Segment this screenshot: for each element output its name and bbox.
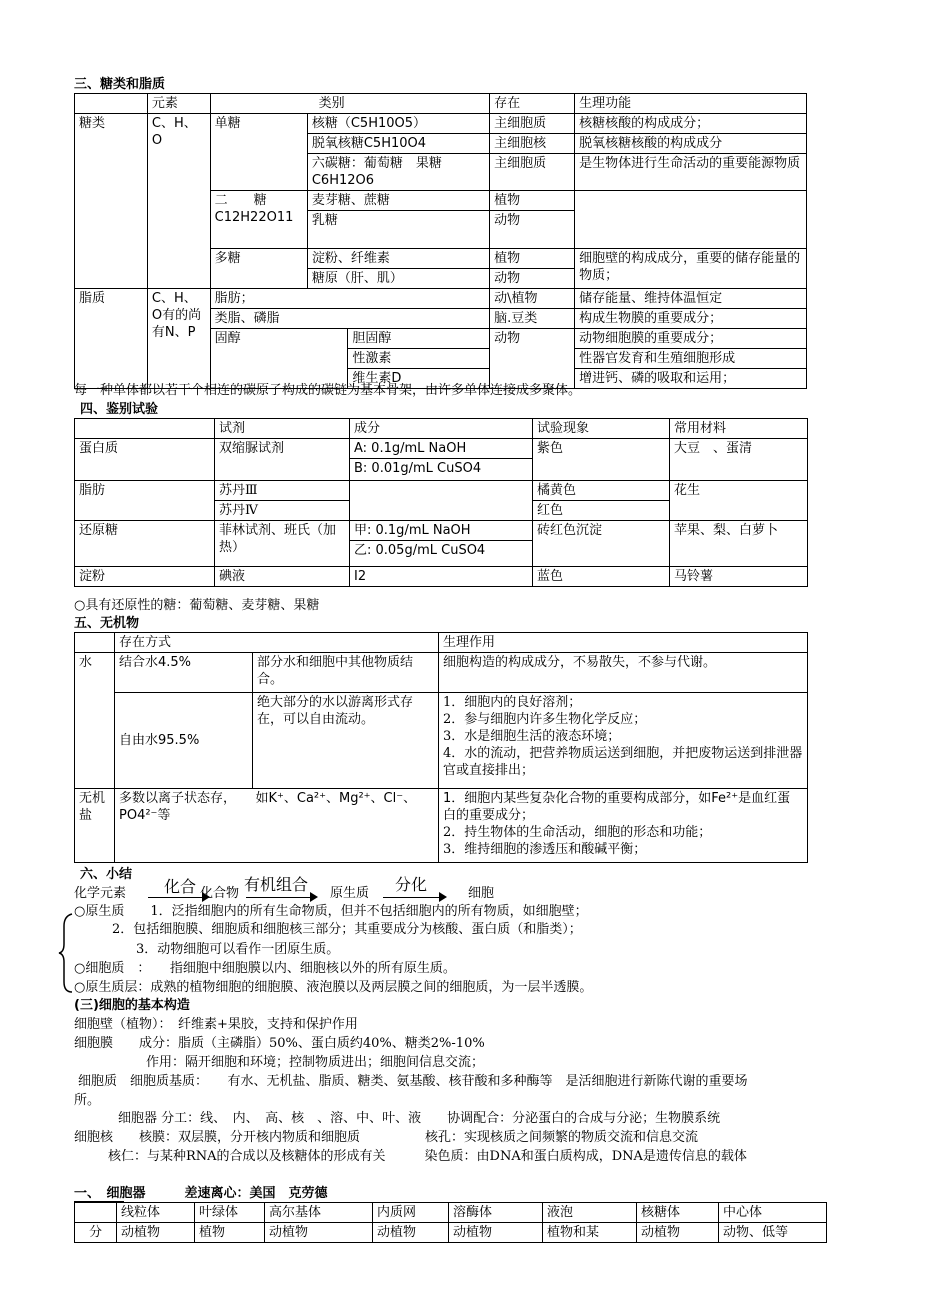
table-cell: 主细胞质 [490, 154, 575, 191]
table-cell: 试验现象 [533, 419, 670, 439]
table-cell: 线粒体 [117, 1203, 195, 1223]
flow-arrow-3 [383, 897, 441, 898]
flow-element: 化学元素 [74, 886, 127, 901]
protoplasm-layer-line: ○原生质层：成熟的植物细胞的细胞膜、液泡膜以及两层膜之间的细胞质，为一层半透膜。 [74, 980, 593, 995]
table-cell: 常用材料 [670, 419, 808, 439]
table-cell: A: 0.1g/mL NaOH [350, 439, 533, 459]
table-cell: 主细胞质 [490, 114, 575, 134]
table-cell: 结合水4.5% [115, 653, 253, 693]
table-cell: 性激素 [348, 349, 490, 369]
table-cell: 细胞构造的构成成分，不易散失，不参与代谢。 [439, 653, 808, 693]
table-cell: 双缩脲试剂 [215, 439, 350, 481]
table-cell: C、H、O有的尚有N、P [147, 289, 210, 389]
cell-wall-line: 细胞壁（植物）： 纤维素+果胶，支持和保护作用 [74, 1017, 358, 1032]
flow-label-organic: 有机组合 [244, 875, 309, 894]
cell-line: 2．持生物体的生命活动，细胞的形态和功能； [443, 825, 712, 840]
cell-membrane-line: 细胞膜 成分：脂质（主磷脂）50%、蛋白质约40%、糖类2%-10% [74, 1036, 485, 1051]
table-cell: 甲: 0.1g/mL NaOH [350, 521, 533, 541]
cell-line: 1．细胞内某些复杂化合物的重要构成部分，如Fe²⁺是血红蛋白的重要成分； [443, 791, 791, 823]
table-cell: 成分 [350, 419, 533, 439]
cell-line: 1．细胞内的良好溶剂； [443, 695, 582, 710]
section-3-title: 三、糖类和脂质 [74, 77, 166, 92]
table-cell: 马铃薯 [670, 567, 808, 587]
table-cell: 中心体 [719, 1203, 827, 1223]
table-cell: 动植物 [637, 1223, 719, 1243]
table-cell: 生理作用 [439, 633, 808, 653]
table-cell: 苏丹Ⅳ [215, 501, 350, 521]
cytoplasm-matrix-line-cont: 所。 [74, 1093, 101, 1108]
table-cell: 淀粉 [75, 567, 215, 587]
table-cell: 液泡 [543, 1203, 637, 1223]
cell-line: 3．维持细胞的渗透压和酸碱平衡； [443, 842, 647, 857]
flow-arrowhead-2 [310, 892, 318, 902]
table-cell: 动物 [490, 329, 575, 389]
table-cell: 水 [75, 653, 115, 789]
section-4-title: 四、鉴别试验 [80, 402, 159, 417]
table-cell: C、H、O [147, 114, 210, 289]
table-cell [439, 693, 808, 789]
table-cell [75, 633, 115, 653]
table-cell: 性器官发育和生殖细胞形成 [575, 349, 807, 369]
table-cell: 二 糖C12H22O11 [210, 191, 307, 249]
table-cell: 糖类 [75, 114, 148, 289]
cell-line: 3．水是细胞生活的液态环境； [443, 729, 621, 744]
table-cell: 构成生物膜的重要成分； [575, 309, 807, 329]
table-cell: B: 0.01g/mL CuSO4 [350, 459, 533, 481]
table-cell: 紫色 [533, 439, 670, 481]
table-cell: 脂肪 [75, 481, 215, 521]
monomer-note: 每一种单体都以若干个相连的碳原子构成的碳链为基本骨架，由许多单体连接成多聚体。 [74, 383, 582, 398]
flow-compound: 化合物 [200, 886, 240, 901]
table-cell: 脂质 [75, 289, 148, 389]
table-cell: 乳糖 [307, 211, 489, 249]
table-cell: 乙: 0.05g/mL CuSO4 [350, 541, 533, 567]
table-cell: 胆固醇 [348, 329, 490, 349]
table-cell: 脱氧核糖核酸的构成成分 [575, 134, 807, 154]
table-cell: 元素 [147, 94, 210, 114]
cytoplasm-line: ○细胞质 ： 指细胞中细胞膜以内、细胞核以外的所有原生质。 [74, 961, 456, 976]
table-cell [75, 419, 215, 439]
table-cell [575, 191, 807, 249]
table-cell [75, 1203, 117, 1223]
table-cell: 砖红色沉淀 [533, 521, 670, 567]
table-cell: 糖原（肝、肌） [307, 269, 489, 289]
organelle-table [74, 1202, 827, 1243]
table-cell: 多糖 [210, 249, 307, 289]
table-cell: 动植物 [117, 1223, 195, 1243]
table-cell: 生理功能 [575, 94, 807, 114]
cell-line: 4．水的流动，把营养物质运送到细胞，并把废物运送到排泄器官或直接排出； [443, 746, 803, 778]
table-cell: 增进钙、磷的吸取和运用； [575, 369, 807, 389]
table-cell: 自由水95.5% [115, 693, 253, 789]
nucleus-line: 细胞核 核膜：双层膜，分开核内物质和细胞质 核孔：实现核质之间频繁的物质交流和信息交流 [74, 1130, 699, 1145]
table-cell: 动物细胞膜的重要成分； [575, 329, 807, 349]
table-cell: 六碳糖：葡萄糖 果糖C6H12O6 [307, 154, 489, 191]
table-cell [350, 481, 533, 521]
table-cell: 固醇 [210, 329, 348, 389]
table-cell [439, 789, 808, 863]
table-cell: 还原糖 [75, 521, 215, 567]
table-cell: 类别 [210, 94, 489, 114]
table-cell: 叶绿体 [195, 1203, 265, 1223]
table-cell: 麦芽糖、蔗糖 [307, 191, 489, 211]
table-cell: 动\植物 [490, 289, 575, 309]
table-cell: 脑.豆类 [490, 309, 575, 329]
table-cell: 无机盐 [75, 789, 115, 863]
flow-arrowhead-1 [202, 892, 210, 902]
reducing-sugar-note: ○具有还原性的糖：葡萄糖、麦芽糖、果糖 [74, 598, 320, 613]
organelle-line: 细胞器 分工：线、 内、 高、核 、溶、中、叶、液 协调配合：分泌蛋白的合成与分泌；生物膜系统 [118, 1111, 721, 1126]
flow-arrowhead-3 [439, 892, 447, 902]
table-cell: I2 [350, 567, 533, 587]
cell-line: 2．参与细胞内许多生物化学反应； [443, 712, 647, 727]
identification-test-table [74, 418, 808, 587]
table-cell: 植物 [195, 1223, 265, 1243]
table-cell [75, 94, 148, 114]
table-cell: 溶酶体 [449, 1203, 543, 1223]
table-cell: 分 [75, 1223, 117, 1243]
table-cell: 是生物体进行生命活动的重要能源物质 [575, 154, 807, 191]
flow-label-combine: 化合 [164, 877, 197, 896]
table-cell: 试剂 [215, 419, 350, 439]
table-cell: 菲林试剂、班氏（加热） [215, 521, 350, 567]
table-cell: 存在方式 [115, 633, 439, 653]
table-cell: 植物 [490, 191, 575, 211]
section-organelle-title: 一、 细胞器 差速离心：美国 克劳德 [74, 1186, 328, 1201]
protoplasm-line-2: 2．包括细胞膜、细胞质和细胞核三部分；其重要成分为核酸、蛋白质（和脂类）； [112, 922, 582, 937]
brace-icon [58, 912, 74, 994]
table-cell: 存在 [490, 94, 575, 114]
section-6-title: 六、小结 [80, 867, 133, 882]
flow-arrow-2 [246, 897, 312, 898]
table-cell: 部分水和细胞中其他物质结合。 [253, 653, 439, 693]
protoplasm-line-1: ○原生质 1．泛指细胞内的所有生命物质，但并不包括细胞内的所有物质，如细胞壁； [74, 904, 588, 919]
table-cell: 内质网 [373, 1203, 449, 1223]
table-cell: 大豆 、蛋清 [670, 439, 808, 481]
table-cell: 苏丹Ⅲ [215, 481, 350, 501]
table-cell: 花生 [670, 481, 808, 521]
table-cell: 维生素D [348, 369, 490, 389]
table-cell: 植物和某 [543, 1223, 637, 1243]
section-7-title: (三)细胞的基本构造 [74, 998, 190, 1013]
flow-arrow-1 [148, 897, 204, 898]
table-cell: 植物 [490, 249, 575, 269]
table-cell: 核糖（C5H10O5） [307, 114, 489, 134]
inorganic-table [74, 632, 808, 863]
flow-cell: 细胞 [468, 886, 495, 901]
table-cell: 碘液 [215, 567, 350, 587]
table-cell: 储存能量、维持体温恒定 [575, 289, 807, 309]
table-cell: 动植物 [265, 1223, 373, 1243]
cell-membrane-function-line: 作用：隔开细胞和环境；控制物质进出；细胞间信息交流； [146, 1055, 485, 1070]
table-cell: 动植物 [373, 1223, 449, 1243]
table-cell: 动植物 [449, 1223, 543, 1243]
table-cell: 淀粉、纤维素 [307, 249, 489, 269]
table-cell: 高尔基体 [265, 1203, 373, 1223]
table-cell: 动物 [490, 269, 575, 289]
table-cell: 单糖 [210, 114, 307, 191]
protoplasm-line-3: 3．动物细胞可以看作一团原生质。 [136, 942, 340, 957]
table-cell: 苹果、梨、白萝卜 [670, 521, 808, 567]
section-5-title: 五、无机物 [74, 616, 140, 631]
table-cell: 细胞壁的构成成分，重要的储存能量的物质； [575, 249, 807, 289]
table-cell: 蛋白质 [75, 439, 215, 481]
flow-protoplasm: 原生质 [330, 886, 370, 901]
table-cell: 主细胞核 [490, 134, 575, 154]
table-cell: 核糖核酸的构成成分； [575, 114, 807, 134]
table-cell: 动物 [490, 211, 575, 249]
lipid-sugar-table [74, 93, 807, 389]
table-cell: 多数以离子状态存， 如K⁺、Ca²⁺、Mg²⁺、Cl⁻、PO4²⁻等 [115, 789, 439, 863]
nucleolus-line: 核仁：与某种RNA的合成以及核糖体的形成有关 染色质：由DNA和蛋白质构成，DNA是遗传信息的载体 [108, 1149, 747, 1164]
table-cell: 动物、低等 [719, 1223, 827, 1243]
table-cell: 橘黄色 [533, 481, 670, 501]
table-cell: 蓝色 [533, 567, 670, 587]
cytoplasm-matrix-line: 细胞质 细胞质基质： 有水、无机盐、脂质、糖类、氨基酸、核苷酸和多种酶等 是活细胞进行新陈代谢的重要场 [78, 1074, 748, 1089]
table-cell: 脂肪； [210, 289, 489, 309]
flow-label-differentiation: 分化 [395, 875, 428, 894]
table-cell: 红色 [533, 501, 670, 521]
table-cell: 类脂、磷脂 [210, 309, 489, 329]
table-cell: 核糖体 [637, 1203, 719, 1223]
table-cell: 绝大部分的水以游离形式存在，可以自由流动。 [253, 693, 439, 789]
table-cell: 脱氧核糖C5H10O4 [307, 134, 489, 154]
